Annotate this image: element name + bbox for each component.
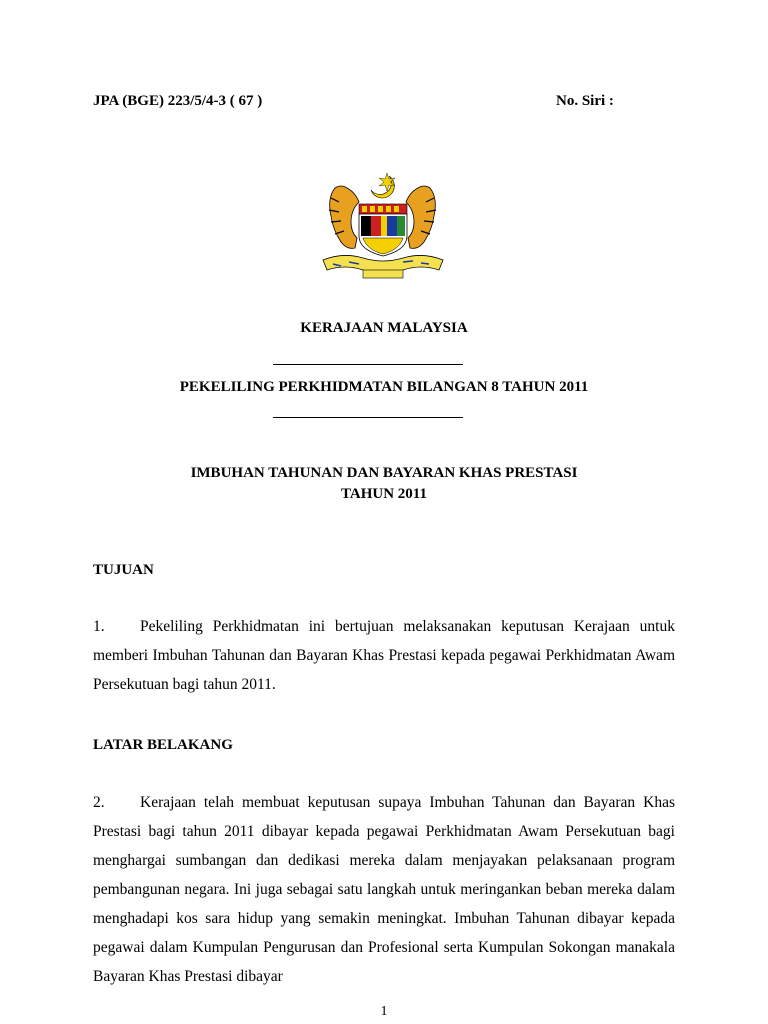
subject-title-line1: IMBUHAN TAHUNAN DAN BAYARAN KHAS PRESTASI — [190, 465, 578, 481]
paragraph-number: 2. — [93, 794, 105, 811]
government-title: KERAJAAN MALAYSIA — [300, 320, 468, 336]
section-heading-background: LATAR BELAKANG — [93, 737, 233, 753]
title-divider-bottom — [273, 417, 463, 418]
malaysia-coat-of-arms-icon — [315, 168, 450, 286]
paragraph-text: Pekeliling Perkhidmatan ini bertujuan melaksanakan keputusan Kerajaan untuk memberi Imbuhan Tahunan dan Bayaran Khas Prestasi kepada pegawai Perkhidmatan Awam Persekutuan bagi tahun 2011. — [93, 618, 675, 693]
subject-title-line2: TAHUN 2011 — [341, 486, 427, 502]
paragraph-purpose — [93, 612, 675, 699]
serial-number: No. Siri : — [556, 93, 614, 109]
page-number: 1 — [380, 1004, 388, 1019]
reference-number: JPA (BGE) 223/5/4-3 ( 67 ) — [93, 93, 263, 109]
section-heading-purpose: TUJUAN — [93, 562, 154, 578]
paragraph-number: 1. — [93, 618, 105, 635]
circular-title: PEKELILING PERKHIDMATAN BILANGAN 8 TAHUN 2011 — [179, 379, 589, 395]
paragraph-text: Kerajaan telah membuat keputusan supaya Imbuhan Tahunan dan Bayaran Khas Prestasi bagi tahun 2011 dibayar kepada pegawai Perkhidmatan Awam Persekutuan bagi menghargai sumbangan dan dedikasi mereka dalam menjayakan pelaksanaan program pembangunan negara. Ini juga sebagai satu langkah untuk meringankan beban mereka dalam menghadapi kos sara hidup yang semakin meningkat. Imbuhan Tahunan dibayar kepada pegawai dalam Kumpulan Pengurusan dan Profesional serta Kumpulan Sokongan manakala Bayaran Khas Prestasi dibayar — [93, 794, 675, 985]
title-divider-top — [273, 364, 463, 365]
paragraph-background — [93, 788, 675, 991]
